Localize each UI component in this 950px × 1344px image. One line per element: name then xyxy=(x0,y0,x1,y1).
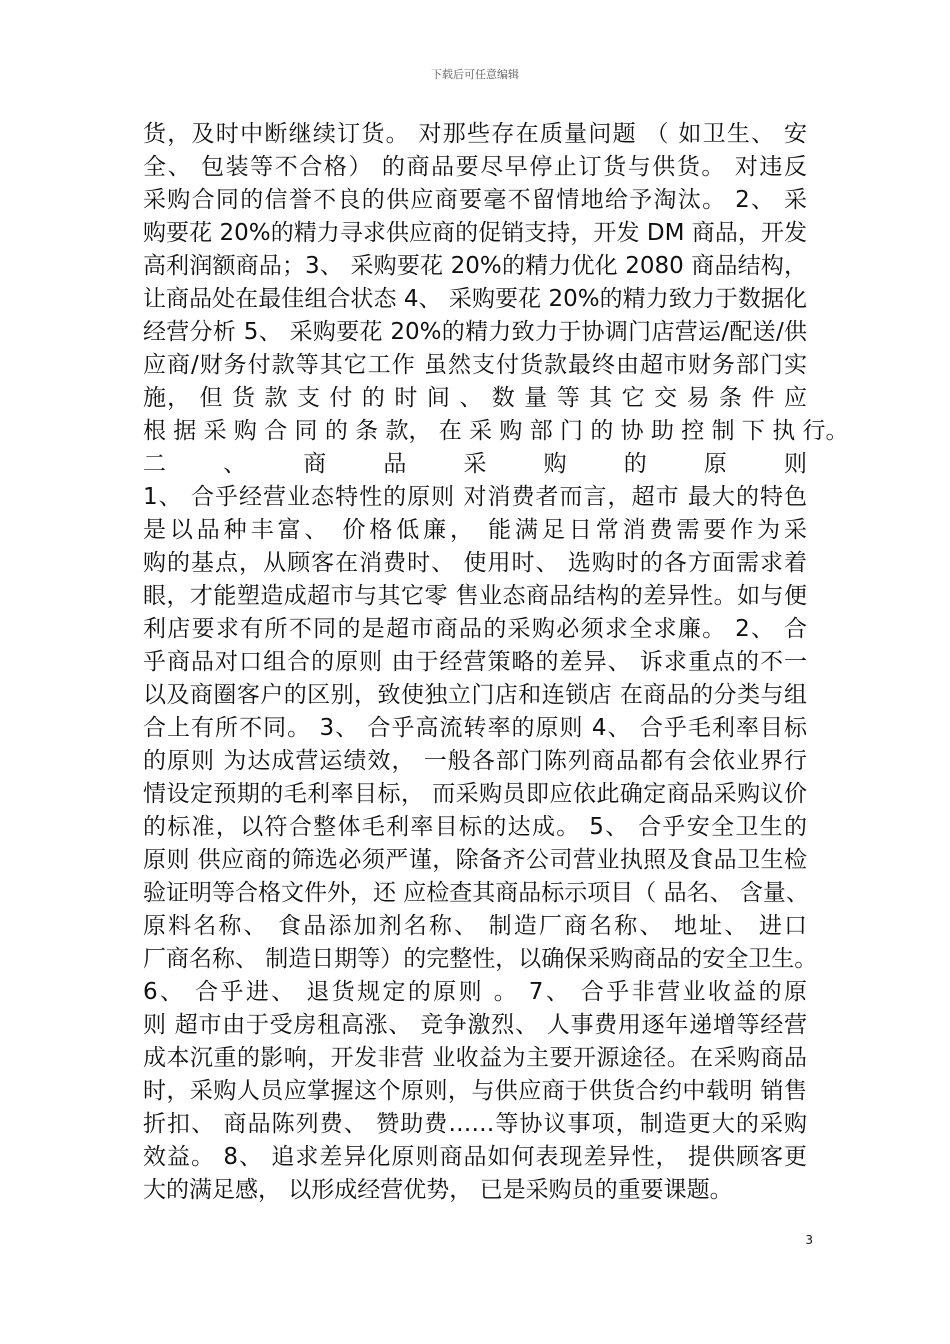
text-line: 全、 包装等不合格） 的商品要尽早停止订货与供货。 对违反 xyxy=(143,154,807,180)
text-line: 乎商品对口组合的原则 由于经营策略的差异、 诉求重点的不一 xyxy=(143,649,807,675)
text-line: 根 据 采 购 合 同 的 条 款， 在 采 购 部 门 的 协 助 控 制 下 执 行。 xyxy=(143,418,849,444)
text-line: 经营分析 5、 采购要花 20%的精力致力于协调门店营运/配送/供 xyxy=(143,319,807,345)
text-line: 厂商名称、 制造日期等）的完整性，以确保采购商品的安全卫生。 xyxy=(143,946,818,972)
text-line: 以及商圈客户的区别，致使独立门店和连锁店 在商品的分类与组 xyxy=(143,682,807,708)
text-line: 采购合同的信誉不良的供应商要毫不留情地给予淘汰。 2、 采 xyxy=(143,187,807,213)
text-line: 则 超市由于受房租高涨、 竞争激烈、 人事费用逐年递增等经营 xyxy=(143,1012,807,1038)
text-line: 大的满足感， 以形成经营优势， 已是采购员的重要课题。 xyxy=(143,1177,733,1203)
body-text xyxy=(143,118,849,1207)
text-line: 利店要求有所不同的是超市商品的采购必须求全求廉。 2、 合 xyxy=(143,616,807,642)
page-number: 3 xyxy=(805,1233,813,1247)
text-line: 让商品处在最佳组合状态 4、 采购要花 20%的精力致力于数据化 xyxy=(143,286,807,312)
text-line: 的原则 为达成营运绩效， 一般各部门陈列商品都有会依业界行 xyxy=(143,748,807,774)
text-line: 是以品种丰富、 价格低廉， 能满足日常消费需要作为采 xyxy=(143,517,807,543)
text-line: 施， 但 货 款 支 付 的 时 间 、 数 量 等 其 它 交 易 条 件 应 xyxy=(143,385,807,411)
text-line: 6、 合乎进、 退货规定的原则 。 7、 合乎非营业收益的原 xyxy=(143,979,807,1005)
text-line: 应商/财务付款等其它工作 虽然支付货款最终由超市财务部门实 xyxy=(143,352,807,378)
text-line: 效益。 8、 追求差异化原则商品如何表现差异性， 提供顾客更 xyxy=(143,1144,807,1170)
text-line: 购的基点，从顾客在消费时、 使用时、 选购时的各方面需求着 xyxy=(143,550,807,576)
text-line: 原则 供应商的筛选必须严谨，除备齐公司营业执照及食品卫生检 xyxy=(143,847,807,873)
text-line: 眼，才能塑造成超市与其它零 售业态商品结构的差异性。如与便 xyxy=(143,583,807,609)
text-line: 购要花 20%的精力寻求供应商的促销支持，开发 DM 商品，开发 xyxy=(143,220,807,246)
text-line: 成本沉重的影响，开发非营 业收益为主要开源途径。在采购商品 xyxy=(143,1045,807,1071)
text-line: 情设定预期的毛利率目标， 而采购员即应依此确定商品采购议价 xyxy=(143,781,807,807)
text-line: 时，采购人员应掌握这个原则，与供应商于供货合约中载明 销售 xyxy=(143,1078,807,1104)
text-line: 验证明等合格文件外，还 应检查其商品标示项目（ 品名、 含量、 xyxy=(143,880,809,906)
text-line: 二 、 商 品 采 购 的 原 则 xyxy=(143,451,807,477)
text-line: 折扣、 商品陈列费、 赞助费……等协议事项，制造更大的采购 xyxy=(143,1111,807,1137)
page-header: 下载后可任意编辑 xyxy=(431,68,519,81)
text-line: 货，及时中断继续订货。 对那些存在质量问题 （ 如卫生、 安 xyxy=(143,121,807,147)
text-line: 高利润额商品；3、 采购要花 20%的精力优化 2080 商品结构， xyxy=(143,253,807,279)
text-line: 1、 合乎经营业态特性的原则 对消费者而言，超市 最大的特色 xyxy=(143,484,807,510)
text-line: 的标准，以符合整体毛利率目标的达成。 5、 合乎安全卫生的 xyxy=(143,814,807,840)
text-line: 合上有所不同。 3、 合乎高流转率的原则 4、 合乎毛利率目标 xyxy=(143,715,807,741)
text-line: 原料名称、 食品添加剂名称、 制造厂商名称、 地址、 进口 xyxy=(143,913,807,939)
